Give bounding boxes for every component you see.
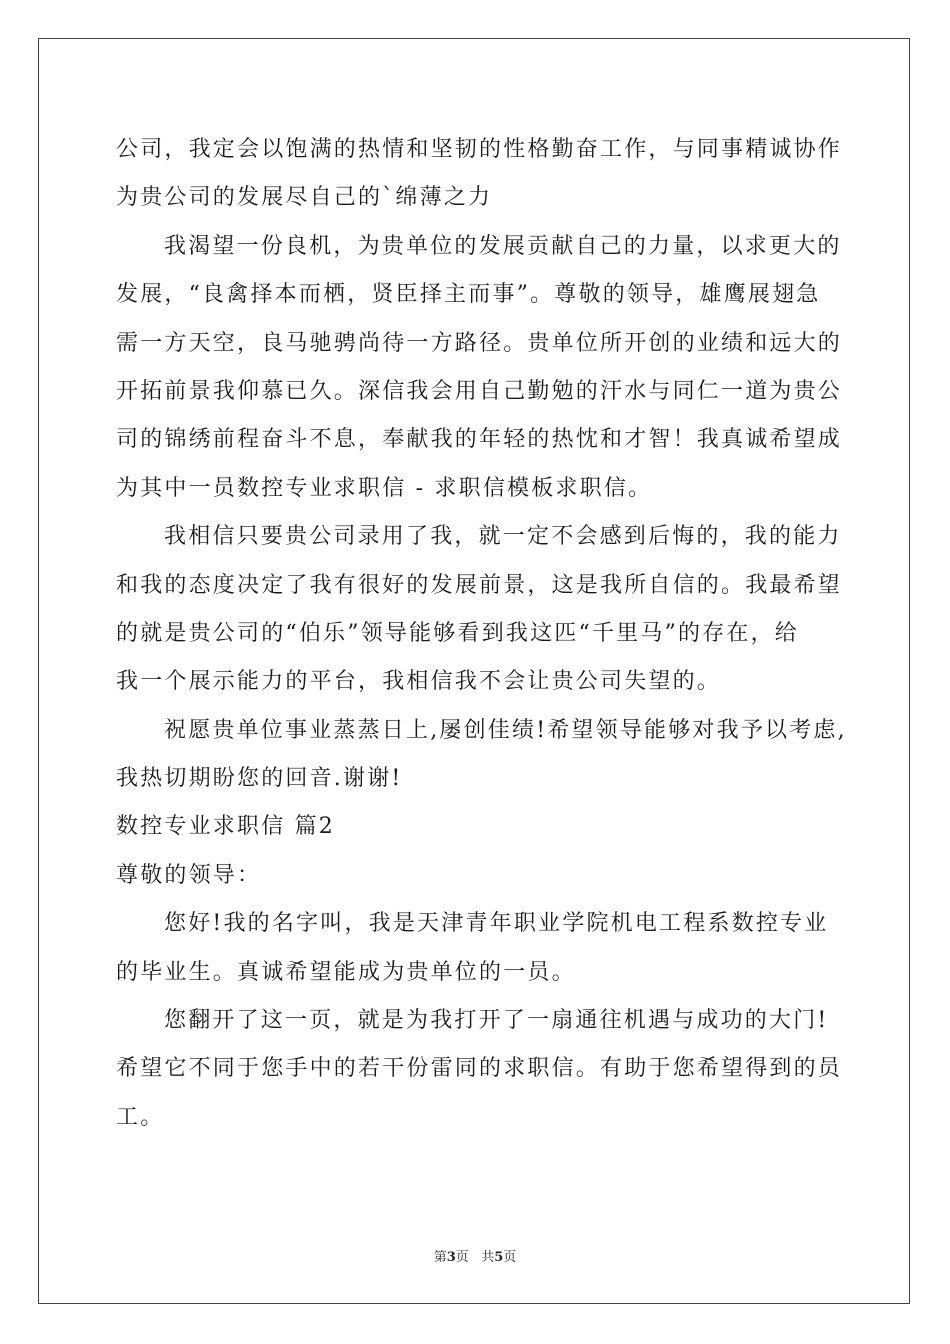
footer-middle: 页 共 [455,1250,495,1265]
section-heading: 数控专业求职信 篇2 [116,814,335,840]
text-line: 我一个展示能力的平台，我相信我不会让贵公司失望的。 [116,669,722,695]
footer-suffix: 页 [503,1250,517,1265]
text-line: 发展，“良禽择本而栖，贤臣择主而事”。尊敬的领导，雄鹰展翅急 [116,282,821,308]
text-line: 为其中一员数控专业求职信 - 求职信模板求职信。 [116,475,653,501]
salutation: 尊敬的领导： [116,862,262,888]
footer-prefix: 第 [433,1250,447,1265]
text-line: 司的锦绣前程奋斗不息，奉献我的年轻的热忱和才智！我真诚希望成 [116,427,843,453]
text-line: 的就是贵公司的“伯乐”领导能够看到我这匹“千里马”的存在，给 [116,620,799,646]
paragraph-start: 您翻开了这一页，就是为我打开了一扇通往机遇与成功的大门! [164,1008,829,1034]
paragraph-start: 您好!我的名字叫，我是天津青年职业学院机电工程系数控专业 [164,911,829,937]
paragraph-start: 我相信只要贵公司录用了我，就一定不会感到后悔的，我的能力 [164,524,842,550]
text-line: 开拓前景我仰慕已久。深信我会用自己勤勉的汗水与同仁一道为贵公 [116,378,843,404]
text-line: 希望它不同于您手中的若干份雷同的求职信。有助于您希望得到的员 [116,1056,843,1082]
text-line: 为贵公司的发展尽自己的`绵薄之力 [116,185,493,211]
text-line: 的毕业生。真诚希望能成为贵单位的一员。 [116,959,576,985]
text-line: 公司，我定会以饱满的热情和坚韧的性格勤奋工作，与同事精诚协作 [116,137,843,162]
paragraph-start: 我渴望一份良机，为贵单位的发展贡献自己的力量，以求更大的 [164,233,842,259]
total-page-number: 5 [494,1250,504,1265]
text-line: 需一方天空，良马驰骋尚待一方路径。贵单位所开创的业绩和远大的 [116,330,843,356]
text-line: 工。 [116,1104,165,1130]
text-line: 和我的态度决定了我有很好的发展前景，这是我所自信的。我最希望 [116,572,843,598]
current-page-number: 3 [446,1250,456,1265]
page-footer [0,1246,950,1265]
paragraph-start: 祝愿贵单位事业蒸蒸日上,屡创佳绩!希望领导能够对我予以考虑, [164,717,847,743]
text-line: 我热切期盼您的回音.谢谢! [116,766,403,792]
document-body [116,126,847,1142]
